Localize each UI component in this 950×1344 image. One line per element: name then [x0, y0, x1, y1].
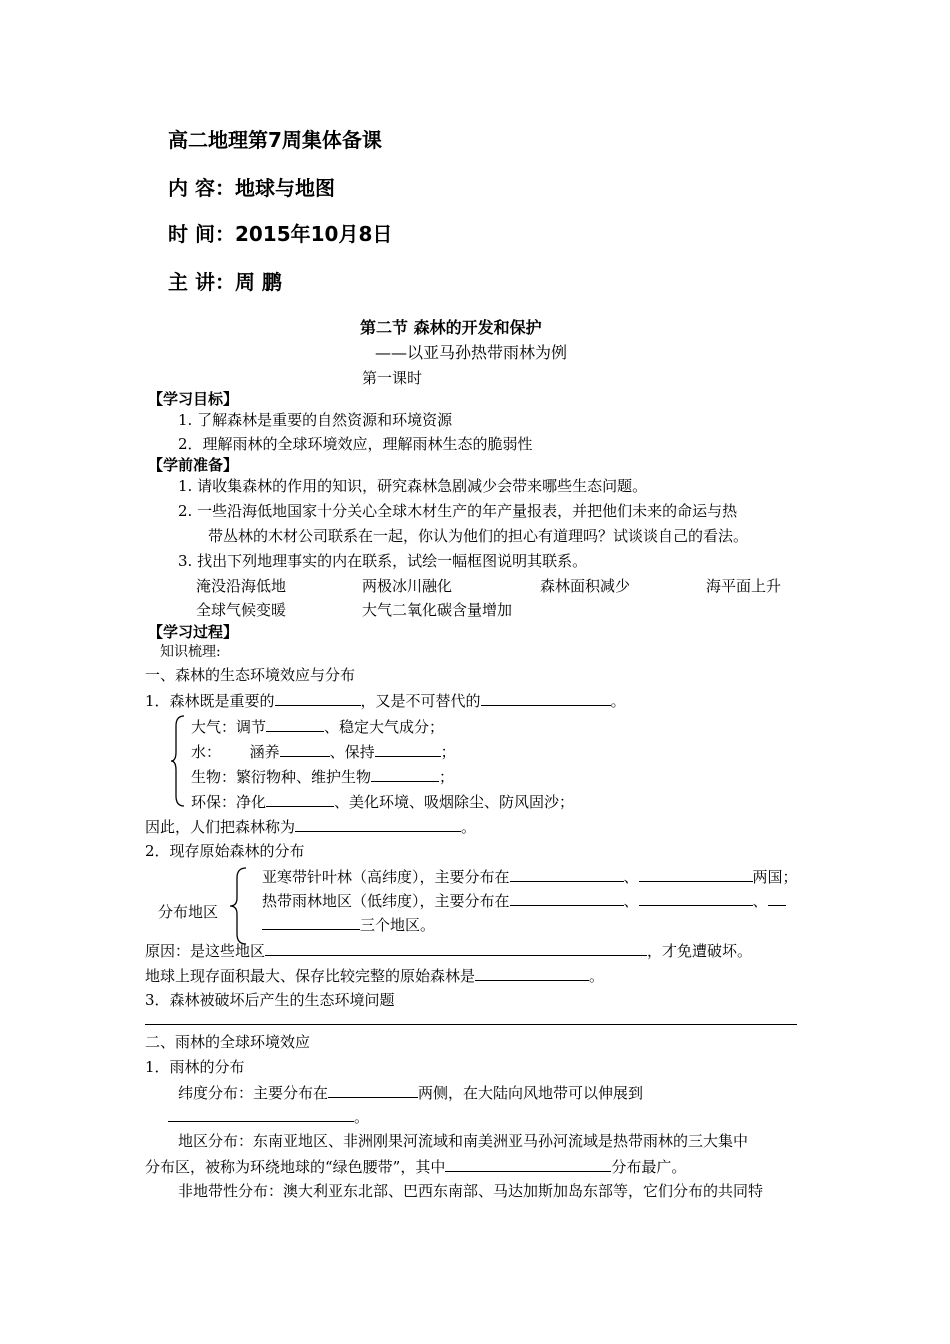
answer-line[interactable]	[145, 1024, 797, 1025]
fill-blank[interactable]	[475, 965, 589, 981]
fill-blank[interactable]	[328, 1082, 418, 1098]
s1-item-1: 1．森林既是重要的 ，又是不可替代的 。	[145, 692, 626, 710]
function-water: 水： 涵养 、保持 ；	[191, 743, 456, 761]
prep-item-1: 1. 请收集森林的作用的知识，研究森林急剧减少会带来哪些生态问题。	[178, 477, 648, 495]
latitude-line: 纬度分布：主要分布在 两侧，在大陆向风地带可以伸展到	[178, 1084, 644, 1102]
fill-blank[interactable]	[168, 1106, 354, 1122]
function-air: 大气：调节 、稳定大气成分；	[191, 718, 445, 736]
fact: 淹没沿海低地	[196, 577, 287, 595]
goal-item: 1. 了解森林是重要的自然资源和环境资源	[178, 411, 453, 429]
process-heading: 【学习过程】	[148, 623, 239, 641]
boreal-line: 亚寒带针叶林（高纬度），主要分布在 、 两国；	[262, 868, 798, 886]
s1-item-3: 3．森林被破坏后产生的生态环境问题	[145, 991, 395, 1009]
goals-heading: 【学习目标】	[148, 390, 239, 408]
largest-forest-line: 地球上现存面积最大、保存比较完整的原始森林是 。	[145, 967, 605, 985]
speaker-line: 主 讲：周 鹏	[168, 270, 282, 294]
left-brace-icon	[228, 866, 248, 946]
time-line: 时 间：2015年10月8日	[168, 222, 393, 246]
tropic-line-cont: 三个地区。	[262, 914, 435, 935]
section-subtitle: ——以亚马孙热带雨林为例	[375, 343, 568, 362]
fill-blank[interactable]	[445, 1156, 611, 1172]
goal-item: 2．理解雨林的全球环境效应，理解雨林生态的脆弱性	[178, 435, 533, 453]
fill-blank[interactable]	[371, 766, 439, 782]
section-title: 第二节 森林的开发和保护	[360, 318, 542, 337]
doc-title: 高二地理第7周集体备课	[168, 128, 382, 152]
fact: 海平面上升	[706, 577, 782, 595]
left-brace-icon	[170, 714, 186, 808]
fill-blank[interactable]	[265, 940, 647, 956]
area-line-1: 地区分布：东南亚地区、非洲刚果河流域和南美洲亚马孙河流域是热带雨林的三大集中	[178, 1132, 749, 1150]
fill-blank[interactable]	[481, 690, 611, 706]
therefore-line: 因此，人们把森林称为 。	[145, 818, 477, 836]
fill-blank[interactable]	[266, 791, 334, 807]
fill-blank[interactable]	[510, 866, 624, 882]
fill-blank[interactable]	[639, 890, 753, 906]
prep-item-2a: 2. 一些沿海低地国家十分关心全球木材生产的年产量报表，并把他们未来的命运与热	[178, 502, 738, 520]
s2-item-1: 1．雨林的分布	[145, 1058, 245, 1076]
function-bio: 生物：繁衍物种、维护生物 ；	[191, 768, 455, 786]
prep-heading: 【学前准备】	[148, 456, 239, 474]
latitude-line-cont: 。	[168, 1106, 369, 1127]
fact: 两极冰川融化	[362, 577, 453, 595]
knowledge-label: 知识梳理:	[160, 644, 221, 660]
content-line: 内 容：地球与地图	[168, 176, 335, 200]
s1-item-2: 2．现存原始森林的分布	[145, 842, 305, 860]
function-env: 环保：净化 、美化环境、吸烟除尘、防风固沙；	[191, 793, 575, 811]
fill-blank[interactable]	[266, 716, 324, 732]
section-two-heading: 二、雨林的全球环境效应	[145, 1033, 311, 1051]
fill-blank[interactable]	[295, 816, 461, 832]
fill-blank[interactable]	[510, 890, 624, 906]
fill-blank[interactable]	[768, 890, 786, 906]
section-one-heading: 一、森林的生态环境效应与分布	[145, 666, 356, 684]
fill-blank[interactable]	[262, 914, 360, 930]
fact: 大气二氧化碳含量增加	[362, 601, 513, 619]
region-label: 分布地区	[158, 903, 219, 921]
fact: 全球气候变暖	[196, 601, 287, 619]
fill-blank[interactable]	[639, 866, 753, 882]
fill-blank[interactable]	[280, 741, 330, 757]
fill-blank[interactable]	[375, 741, 441, 757]
prep-item-3: 3. 找出下列地理事实的内在联系，试绘一幅框图说明其联系。	[178, 552, 588, 570]
tropic-line: 热带雨林地区（低纬度），主要分布在 、 、	[262, 890, 786, 911]
area-line-2: 分布区，被称为环绕地球的“绿色腰带”，其中 分布最广。	[145, 1158, 687, 1176]
fact: 森林面积减少	[540, 577, 631, 595]
fill-blank[interactable]	[275, 690, 361, 706]
reason-line: 原因：是这些地区 ，才免遭破坏。	[145, 942, 753, 960]
lesson-label: 第一课时	[362, 369, 423, 387]
prep-item-2b: 带丛林的木材公司联系在一起，你认为他们的担心有道理吗？试谈谈自己的看法。	[208, 527, 749, 545]
azonal-line: 非地带性分布：澳大利亚东北部、巴西东南部、马达加斯加岛东部等，它们分布的共同特	[178, 1182, 764, 1200]
